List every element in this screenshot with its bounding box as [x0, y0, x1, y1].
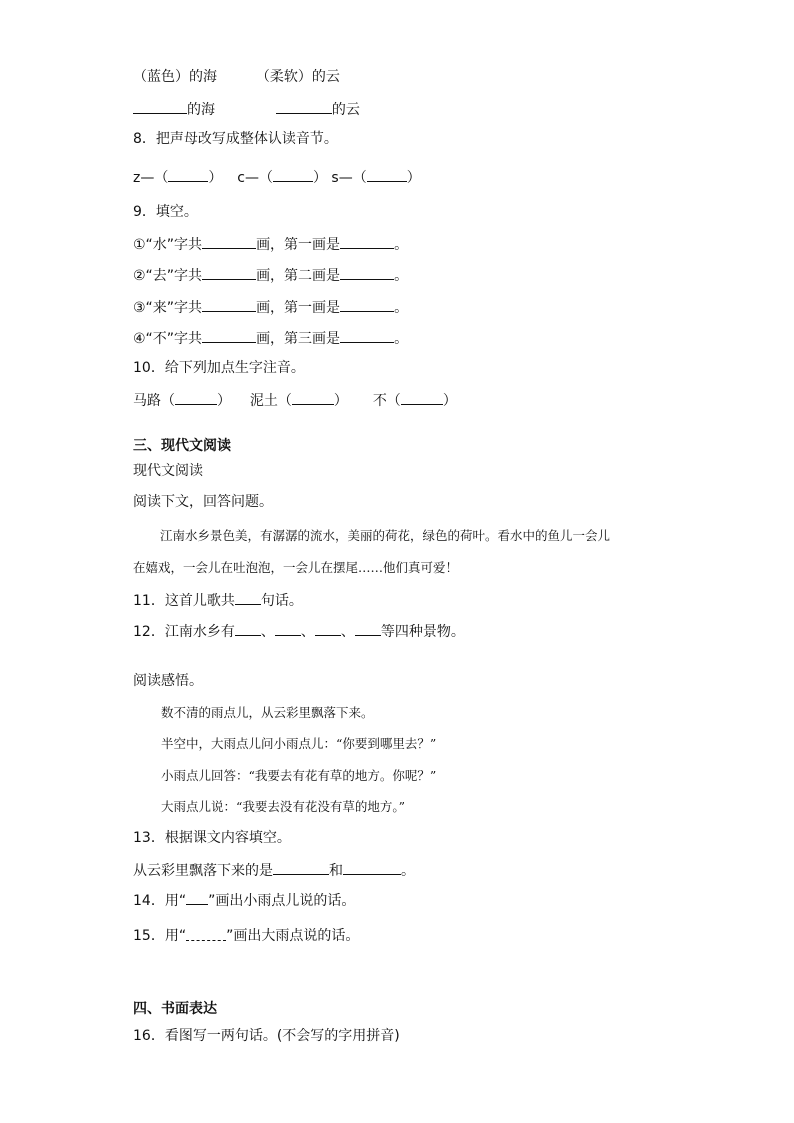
q10-word-nitu: 泥土（: [249, 393, 292, 409]
q9-blank[interactable]: [340, 265, 394, 280]
q8-blank-z[interactable]: [168, 167, 208, 182]
q9-blank[interactable]: [202, 265, 256, 280]
q11-blank[interactable]: [235, 590, 261, 605]
section4-heading: 四、书面表达: [133, 1001, 217, 1017]
q8-close-2: ）: [312, 170, 327, 186]
q13-fill: [133, 860, 415, 880]
q10-close-2: ）: [333, 393, 348, 409]
q7-item-soft-cloud: （柔软）的云: [255, 69, 340, 85]
q9-blank[interactable]: [340, 234, 394, 249]
q14-pre: 14．用“: [133, 893, 187, 909]
q7-item-blue-sea: （蓝色）的海: [133, 69, 217, 85]
q9-row-pre: ④“不”字共: [133, 331, 203, 347]
q8-blank-c[interactable]: [273, 167, 313, 182]
section3-subtitle: 现代文阅读: [133, 463, 203, 479]
q9-title: 9．填空。: [133, 204, 198, 220]
section3-instruction: 阅读下文，回答问题。: [133, 494, 273, 510]
q9-row-end: 。: [394, 300, 409, 316]
wavy-underline-icon: [186, 932, 226, 941]
q8-z-label: z—（: [133, 170, 169, 186]
q10-close-1: ）: [217, 393, 231, 409]
q10-title: 10．给下列加点生字注音。: [133, 360, 305, 376]
q10-blank-1[interactable]: [175, 390, 217, 405]
q10-close-3: ）: [442, 393, 457, 409]
q14-post: ”画出小雨点儿说的话。: [208, 893, 356, 909]
straight-underline-icon: [186, 890, 208, 905]
q10-items: [133, 390, 457, 410]
q12-pre: 12．江南水乡有: [133, 624, 235, 640]
q9-blank[interactable]: [202, 297, 256, 312]
q9-row-mid: 画，第一画是: [256, 237, 341, 253]
q12-sep: 、: [260, 624, 275, 640]
q9-row-pre: ②“去”字共: [133, 268, 203, 284]
passage-line-1: 江南水乡景色美，有潺潺的流水，美丽的荷花，绿色的荷叶。看水中的鱼儿一会儿: [160, 528, 611, 543]
reading2-p1: 数不清的雨点儿，从云彩里飘落下来。: [161, 705, 374, 720]
q12: [133, 621, 465, 641]
q11: [133, 590, 303, 610]
q9-row-2: [133, 265, 408, 285]
q12-sep: 、: [340, 624, 355, 640]
q9-blank[interactable]: [202, 328, 256, 343]
q7-label-sea: 的海: [187, 102, 215, 118]
q10-blank-2[interactable]: [292, 390, 334, 405]
q12-sep: 、: [300, 624, 315, 640]
q9-row-1: [133, 234, 408, 254]
q7-blank-1[interactable]: [133, 99, 187, 114]
reading2-p2: 半空中，大雨点儿问小雨点儿：“你要到哪里去？”: [161, 736, 437, 751]
q15-post: ”画出大雨点说的话。: [226, 928, 360, 944]
section3-heading: 三、现代文阅读: [133, 438, 231, 454]
q7-line1: [133, 68, 340, 86]
q9-row-end: 。: [394, 331, 409, 347]
q13-mid: 和: [329, 863, 343, 879]
q16: 16．看图写一两句话。(不会写的字用拼音): [133, 1028, 400, 1044]
reading2-p3: 小雨点儿回答：“我要去有花有草的地方。你呢？”: [161, 768, 437, 783]
q9-row-4: [133, 328, 408, 348]
q8-c-label: c—（: [237, 170, 273, 186]
q13-title: 13．根据课文内容填空。: [133, 830, 291, 846]
q12-blank-2[interactable]: [275, 621, 301, 636]
q9-blank[interactable]: [340, 328, 394, 343]
q15-pre: 15．用“: [133, 928, 187, 944]
q7-blank-2[interactable]: [276, 99, 332, 114]
q9-blank[interactable]: [202, 234, 256, 249]
q13-blank-2[interactable]: [343, 860, 401, 875]
q11-post: 句话。: [260, 593, 303, 609]
q13-end: 。: [401, 863, 415, 879]
q12-post: 等四种景物。: [380, 624, 465, 640]
q13-pre: 从云彩里飘落下来的是: [133, 863, 273, 879]
q7-label-cloud: 的云: [331, 102, 360, 118]
q10-blank-3[interactable]: [401, 390, 443, 405]
q13-blank-1[interactable]: [273, 860, 329, 875]
q7-line2: [133, 99, 360, 119]
q10-word-bu: 不（: [372, 393, 401, 409]
q8-close-1: ）: [208, 170, 223, 186]
reading2-p4: 大雨点儿说：“我要去没有花没有草的地方。”: [161, 799, 406, 814]
q11-pre: 11．这首儿歌共: [133, 593, 235, 609]
reading2-title: 阅读感悟。: [133, 673, 203, 689]
q12-blank-4[interactable]: [355, 621, 381, 636]
q9-row-pre: ③“来”字共: [133, 300, 203, 316]
q12-blank-1[interactable]: [235, 621, 261, 636]
q15: [133, 927, 359, 945]
q8-title: 8．把声母改写成整体认读音节。: [133, 131, 338, 147]
passage-line-2: 在嬉戏，一会儿在吐泡泡，一会儿在摆尾……他们真可爱！: [133, 560, 459, 575]
q9-row-pre: ①“水”字共: [133, 237, 203, 253]
q14: [133, 890, 355, 910]
q9-row-mid: 画，第一画是: [256, 300, 341, 316]
q9-blank[interactable]: [340, 297, 394, 312]
q9-row-mid: 画，第三画是: [256, 331, 341, 347]
q8-s-label: s—（: [331, 170, 367, 186]
q12-blank-3[interactable]: [315, 621, 341, 636]
q8-blank-s[interactable]: [367, 167, 407, 182]
q10-word-malu: 马路（: [133, 393, 175, 409]
q9-row-end: 。: [394, 268, 409, 284]
q9-row-3: [133, 297, 408, 317]
q8-items: [133, 167, 421, 187]
q9-row-mid: 画，第二画是: [256, 268, 341, 284]
q9-row-end: 。: [394, 237, 409, 253]
q8-close-3: ）: [406, 170, 421, 186]
